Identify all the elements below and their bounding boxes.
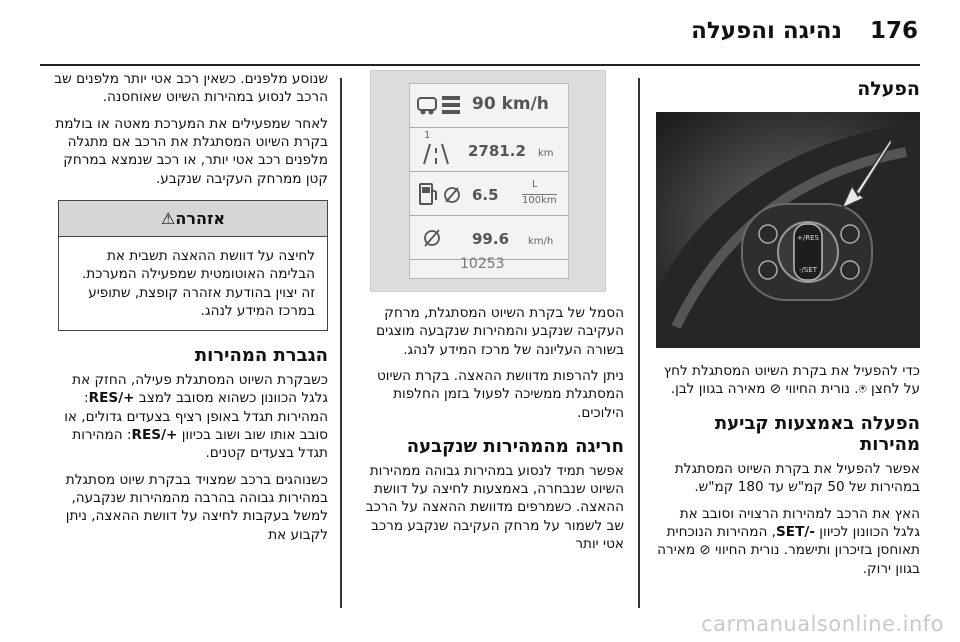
adaptive-cruise-icon (416, 92, 464, 118)
set-speed-paragraph: האץ את הרכב למהירות הרצויה וסובב את גלגל הכוונון לכיוון -/SET, המהירות הנוכחית תאוחסן בזיכרון ותישמר. נורית החיווי ⊘ מאירה בגוון ירוק. (657, 505, 920, 577)
display-consumption-unit-bottom: 100km (522, 195, 557, 206)
display-set-speed: 90 km/h (472, 94, 549, 114)
high-speed-paragraph: כשנוהגים ברכב שמצויד בבקרת שיוט מסתגלת במהירות גבוהה בהרבה מהמהירות שנקבעה, למשל בעקבות לחיצה על דוושת ההאצה, ניתן לקבוע את (65, 471, 328, 543)
section-title: הפעלה (857, 78, 920, 100)
braking-paragraph: לאחר שמפעילים את המערכת מאטה או בולמת בקרת השיוט המסתגלת את הרכב אם מתגלה מלפנים רכב אטי יותר, או רכב שנמצא במרחק קטן ממרחק העקיבה שנקבע. (55, 115, 328, 187)
res-plus-label: +/RES (131, 427, 178, 444)
column-divider (340, 78, 342, 608)
warning-box (58, 200, 328, 331)
display-avg-speed-unit: km/h (528, 236, 554, 247)
header-rule (40, 64, 920, 66)
steering-wheel-photo (656, 112, 920, 348)
display-code: 10253 (460, 256, 505, 272)
speed-range-paragraph: אפשר להפעיל את בקרת השיוט המסתגלת במהירות של 50 קמ"ש עד 180 קמ"ש. (674, 460, 920, 496)
subheading-set-speed: הפעלה באמצעות קביעת מהירות (714, 412, 920, 456)
release-pedal-paragraph: ניתן להרפות מדוושת ההאצה. בקרת השיוט המסתגלת ממשיכה לפעול בזמן החלפות הילוכים. (376, 368, 624, 421)
middle-column (352, 70, 624, 561)
warning-title: אזהרה⚠ (59, 201, 327, 237)
exceed-speed-paragraph: אפשר תמיד לנסוע במהירות גבוהה ממהירות השיוט שנבחרה, באמצעות לחיצה על דוושת ההאצה. כשמרפים מדוושת ההאצה על הרכב שב לשמור על מרחק העקיבה שנקבע מרכב אטי יותר (365, 462, 624, 553)
set-minus-label: -/SET (776, 523, 815, 540)
warning-text: לחיצה על דוושת ההאצה תשבית את הבלימה האוטומטית שמפעילה המערכת. זה יצוין בהודעת אזהרה קופצת, שתופיע במרכז המידע לנהג. (81, 248, 315, 320)
average-symbol-icon (420, 226, 444, 250)
subheading-increase-speed: הגברת המהירות (194, 345, 328, 367)
activation-paragraph: כדי להפעיל את בקרת השיוט המסתגלת לחץ על לחצן ⍟. נורית החיווי ⊘ מאירה בגוון לבן. (663, 363, 920, 398)
steering-wheel-controls-illustration (656, 112, 920, 348)
display-odometer: 2781.2 (468, 142, 526, 160)
increase-speed-paragraph: כשבקרת השיוט המסתגלת פעילה, החזק את גלגל הכוונון כשהוא מסובב למצב +/RES: המהירות תגדל באופן רציף בצעדים גדולים, או סובב אותו שוב ושוב בכיוון +/RES: המהירות תגדל בצעדים קטנים. (64, 372, 328, 462)
res-plus-label: +/RES (88, 390, 135, 407)
display-screen (409, 83, 569, 279)
driver-info-display-illustration (370, 70, 606, 292)
display-avg-speed: 99.6 (472, 230, 510, 248)
display-symbol-paragraph: הסמל של בקרת השיוט המסתגלת, מרחק העקיבה שנקבע והמהירות שנקבעה מוצגים בשורה העליונה של מרכז המידע לנהג. (376, 305, 624, 358)
display-odometer-unit: km (538, 148, 554, 159)
subheading-exceed-speed: חריגה מהמהירות שנקבעה (406, 436, 624, 458)
left-column (52, 70, 328, 552)
svg-text:RES/+: RES/+ (797, 234, 819, 242)
road-icon (418, 142, 458, 166)
display-consumption-unit-top: L (532, 179, 538, 190)
fuel-pump-icon (418, 182, 466, 208)
svg-text:SET/-: SET/- (798, 266, 818, 274)
watermark: carmanualsonline.info (701, 612, 944, 636)
display-row-speed (410, 84, 568, 128)
display-row-consumption (410, 172, 568, 216)
display-row-code (410, 256, 568, 280)
display-consumption: 6.5 (472, 186, 499, 204)
right-column (652, 70, 920, 586)
display-row-avg-speed (410, 216, 568, 260)
display-odometer-top: 1 (424, 130, 431, 141)
continuation-paragraph: שנוסע מלפנים. כשאין רכב אטי יותר מלפנים שב הרכב לנסוע במהירות השיוט שאוחסנה. (54, 71, 328, 106)
display-row-odometer (410, 128, 568, 172)
page-header-title: נהיגה והפעלה (691, 18, 842, 44)
page-number: 176 (869, 18, 918, 44)
column-divider (638, 78, 640, 608)
